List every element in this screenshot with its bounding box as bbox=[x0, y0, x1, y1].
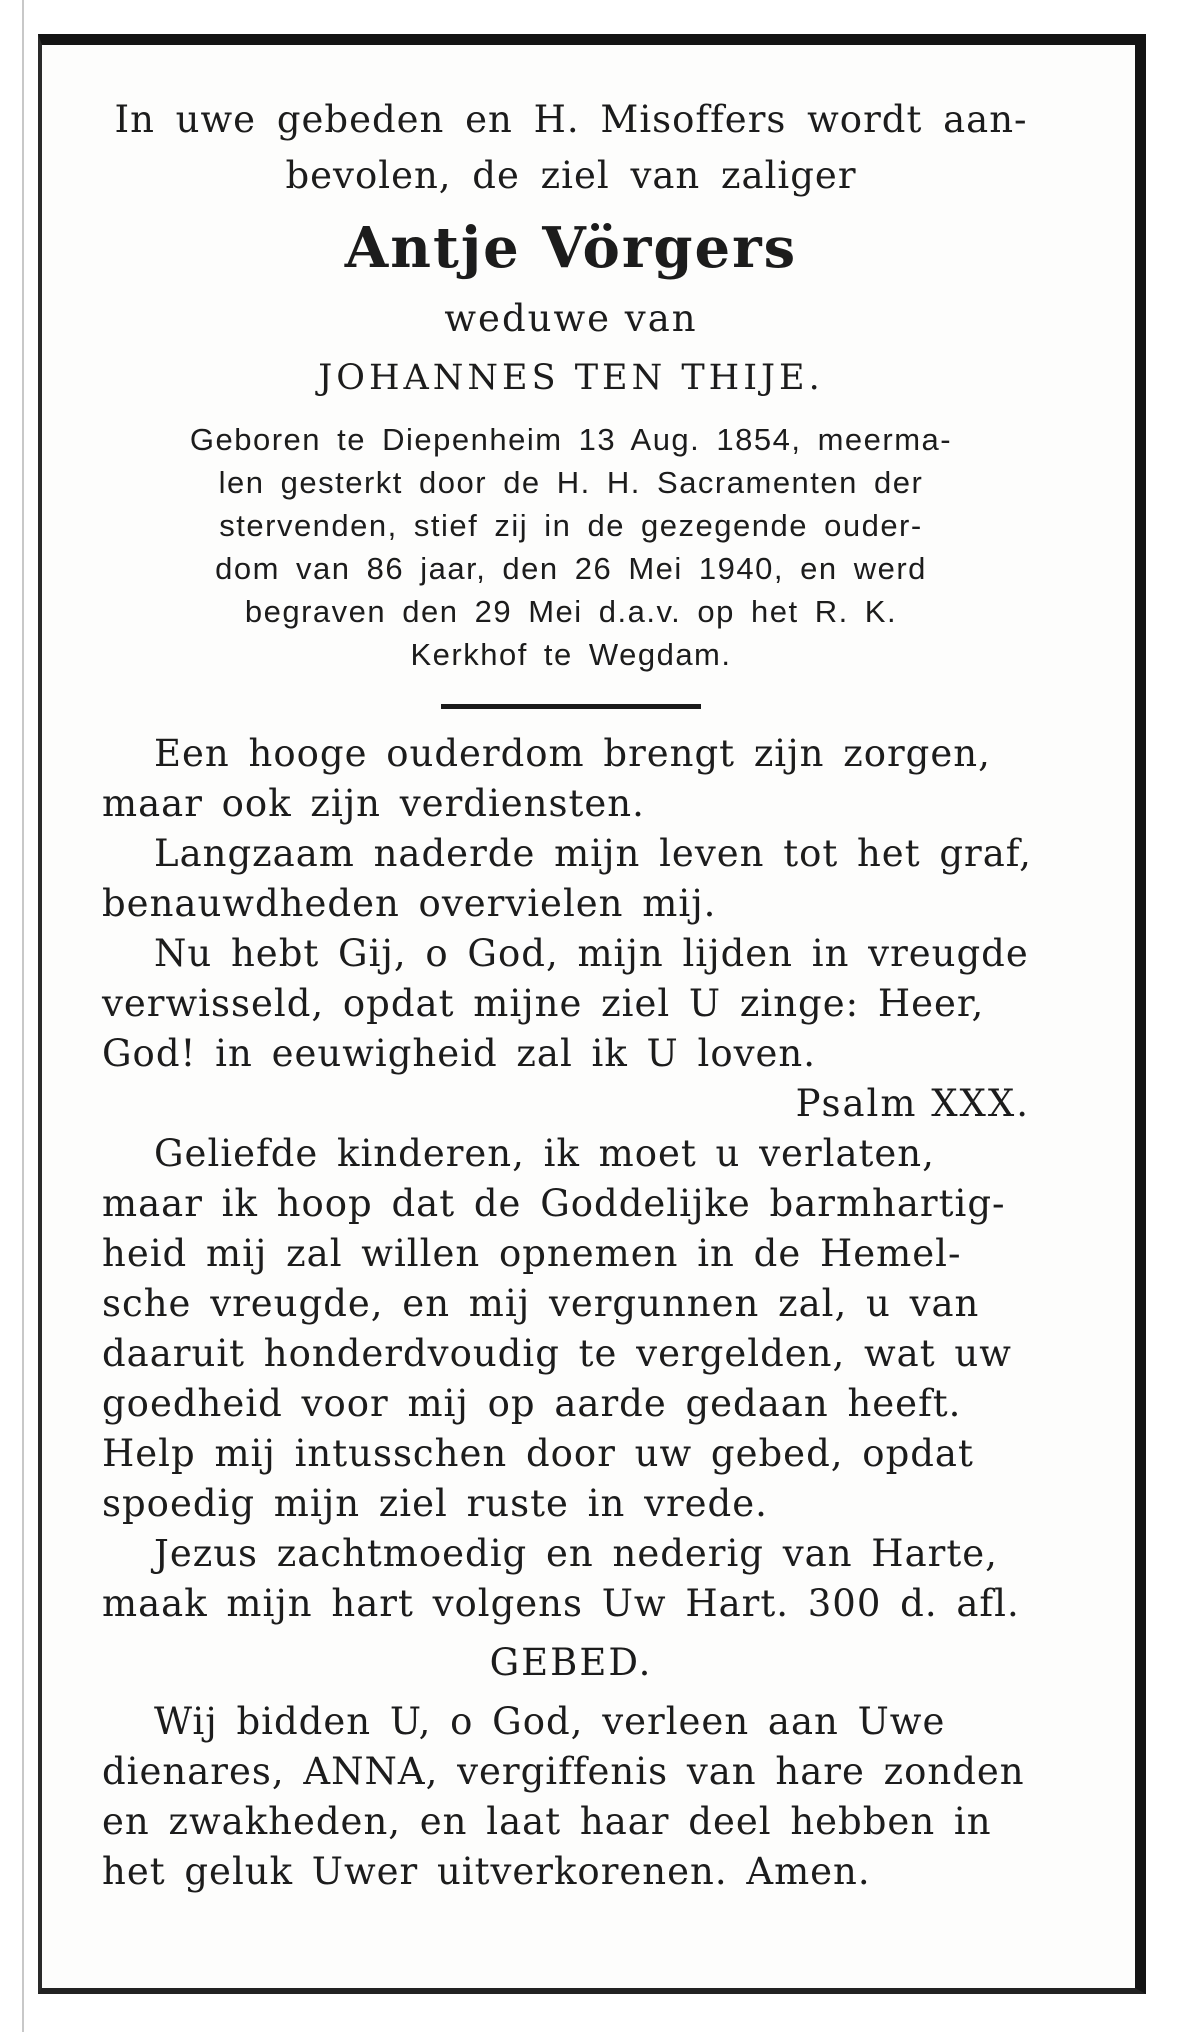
verse-line: Nu hebt Gij, o God, mijn lijden in vreugde bbox=[154, 932, 1029, 975]
widow-of-label: weduwe van bbox=[444, 297, 698, 340]
prayer-text bbox=[62, 1697, 1080, 1897]
farewell-line: maar ik hoop dat de Goddelijke barmhartig- bbox=[102, 1182, 1006, 1225]
biographical-details bbox=[62, 418, 1080, 676]
husband-name: JOHANNES TEN THIJE. bbox=[318, 358, 824, 398]
prayer-line: en zwakheden, en laat haar deel hebben in bbox=[102, 1800, 992, 1843]
verse-line: God! in eeuwigheid zal ik U loven. bbox=[102, 1032, 816, 1075]
details-line: len gesterkt door de H. H. Sacramenten der bbox=[218, 465, 924, 500]
verse-psalm bbox=[62, 929, 1080, 1079]
farewell-text bbox=[62, 1129, 1080, 1529]
details-line: Kerkhof te Wegdam. bbox=[410, 637, 732, 672]
farewell-line: Geliefde kinderen, ik moet u verlaten, bbox=[154, 1132, 935, 1175]
prayer-line: het geluk Uwer uitverkorenen. Amen. bbox=[102, 1850, 871, 1893]
farewell-line: goedheid voor mij op aarde gedaan heeft. bbox=[102, 1382, 962, 1425]
psalm-reference: Psalm XXX. bbox=[795, 1082, 1030, 1125]
farewell-line: heid mij zal willen opnemen in de Hemel- bbox=[102, 1232, 962, 1275]
farewell-line: sche vreugde, en mij vergunnen zal, u van bbox=[102, 1282, 980, 1325]
intro-line: In uwe gebeden en H. Misoffers wordt aan- bbox=[114, 98, 1028, 141]
ejaculation-line: Jezus zachtmoedig en nederig van Harte, bbox=[154, 1532, 998, 1575]
details-line: begraven den 29 Mei d.a.v. op het R. K. bbox=[244, 594, 898, 629]
ejaculation-line: maak mijn hart volgens Uw Hart. 300 d. afl. bbox=[102, 1582, 1020, 1625]
verse-ouderdom bbox=[62, 729, 1080, 829]
intro-text bbox=[62, 92, 1080, 204]
details-line: dom van 86 jaar, den 26 Mei 1940, en werd bbox=[215, 551, 927, 586]
verse-langzaam bbox=[62, 829, 1080, 929]
scan-page-edge bbox=[22, 0, 24, 2032]
verse-line: verwisseld, opdat mijne ziel U zinge: Heer, bbox=[102, 982, 985, 1025]
farewell-line: Help mij intusschen door uw gebed, opdat bbox=[102, 1432, 974, 1475]
card-content bbox=[62, 92, 1080, 1897]
deceased-name: Antje Vörgers bbox=[344, 215, 798, 281]
verse-line: benauwdheden overvielen mij. bbox=[102, 882, 717, 925]
prayer-heading: GEBED. bbox=[489, 1641, 653, 1684]
details-line: Geboren te Diepenheim 13 Aug. 1854, meerma- bbox=[189, 422, 953, 457]
farewell-line: spoedig mijn ziel ruste in vrede. bbox=[102, 1482, 768, 1525]
verse-line: Een hooge ouderdom brengt zijn zorgen, bbox=[154, 732, 991, 775]
verse-line: Langzaam naderde mijn leven tot het graf, bbox=[154, 832, 1032, 875]
intro-line: bevolen, de ziel van zaliger bbox=[285, 154, 857, 197]
farewell-line: daaruit honderdvoudig te vergelden, wat uw bbox=[102, 1332, 1012, 1375]
prayer-line: dienares, ANNA, vergiffenis van hare zonden bbox=[102, 1750, 1025, 1793]
details-line: stervenden, stief zij in de gezegende ouder- bbox=[219, 508, 923, 543]
ejaculation-text bbox=[62, 1529, 1080, 1629]
prayer-line: Wij bidden U, o God, verleen aan Uwe bbox=[154, 1700, 946, 1743]
divider-rule bbox=[441, 704, 701, 709]
verse-line: maar ook zijn verdiensten. bbox=[102, 782, 645, 825]
